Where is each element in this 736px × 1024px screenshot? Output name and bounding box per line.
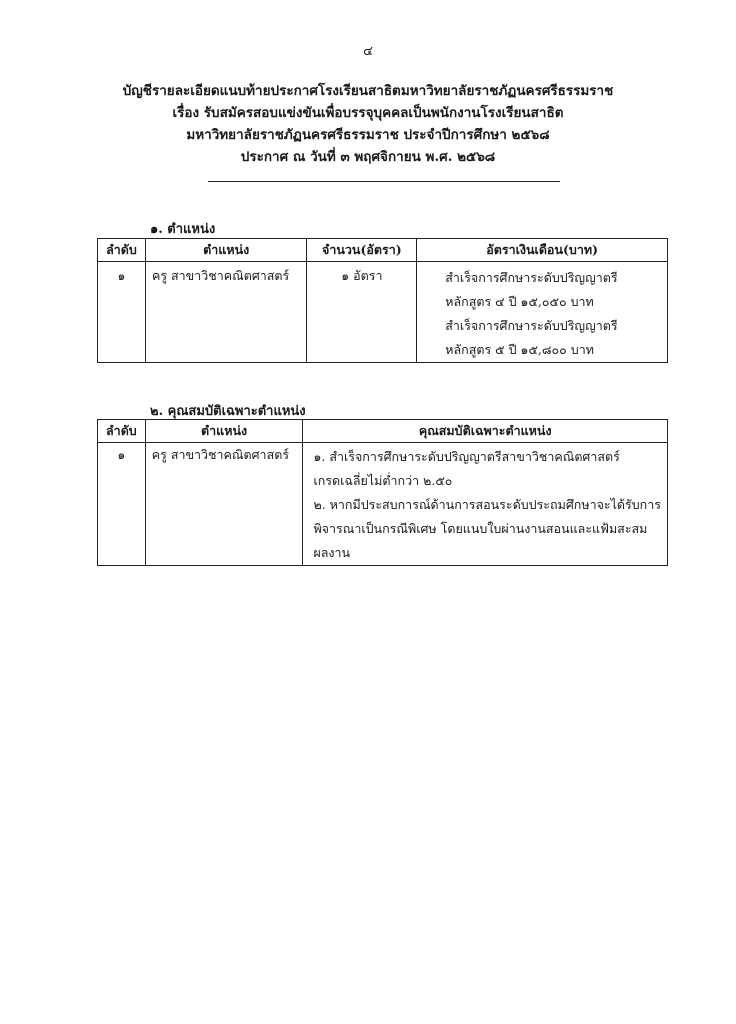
col-header-qualifications: คุณสมบัติเฉพาะตำแหน่ง [303,420,668,443]
row-position: ครู สาขาวิชาคณิตศาสตร์ [145,262,306,363]
header-line-1: บัญชีรายละเอียดแนบท้ายประกาศโรงเรียนสาธิตมหาวิทยาลัยราชภัฏนครศรีธรรมราช [122,83,614,99]
section-1-title: ๑. ตำแหน่ง [150,222,216,237]
salary-line-2: หลักสูตร ๔ ปี ๑๕,๐๕๐ บาท [445,294,594,309]
row-qualifications [303,443,668,566]
qualification-line-5: ผลงาน [313,545,351,560]
section-2-title: ๒. คุณสมบัติเฉพาะตำแหน่ง [150,404,306,419]
col-header-count: จำนวน(อัตรา) [307,239,417,262]
col-header-salary: อัตราเงินเดือน(บาท) [417,239,668,262]
table-row [98,262,668,363]
table-row [98,443,668,566]
row-position: ครู สาขาวิชาคณิตศาสตร์ [145,443,303,566]
header-divider [208,181,560,182]
salary-line-3: สำเร็จการศึกษาระดับปริญญาตรี [445,318,618,333]
qualification-line-2: เกรดเฉลี่ยไม่ต่ำกว่า ๒.๕๐ [313,473,453,488]
row-count: ๑ อัตรา [307,262,417,363]
qualification-table [97,419,668,566]
page-number: ๔ [363,44,373,59]
qualification-line-4: พิจารณาเป็นกรณีพิเศษ โดยแนบใบผ่านงานสอนและแฟ้มสะสม [313,521,648,536]
qualification-line-3: ๒. หากมีประสบการณ์ด้านการสอนระดับประถมศึกษาจะได้รับการ [313,497,661,512]
col-header-no: ลำดับ [98,239,146,262]
header-line-2: เรื่อง รับสมัครสอบแข่งขันเพื่อบรรจุบุคคลเป็นพนักงานโรงเรียนสาธิต [172,105,564,121]
row-no: ๑ [98,262,146,363]
document-header [60,80,676,168]
col-header-position: ตำแหน่ง [145,420,303,443]
row-no: ๑ [98,443,146,566]
position-table-header [98,239,668,262]
salary-line-1: สำเร็จการศึกษาระดับปริญญาตรี [445,270,618,285]
position-table [97,238,668,363]
col-header-position: ตำแหน่ง [145,239,306,262]
col-header-no: ลำดับ [98,420,146,443]
header-line-4: ประกาศ ณ วันที่ ๓ พฤศจิกายน พ.ศ. ๒๕๖๘ [240,149,496,165]
qualification-line-1: ๑. สำเร็จการศึกษาระดับปริญญาตรีสาขาวิชาคณิตศาสตร์ [313,449,620,464]
row-salary [417,262,668,363]
salary-line-4: หลักสูตร ๕ ปี ๑๕,๘๐๐ บาท [445,342,594,357]
qualification-table-header [98,420,668,443]
header-line-3: มหาวิทยาลัยราชภัฏนครศรีธรรมราช ประจำปีการศึกษา ๒๕๖๘ [186,127,550,143]
